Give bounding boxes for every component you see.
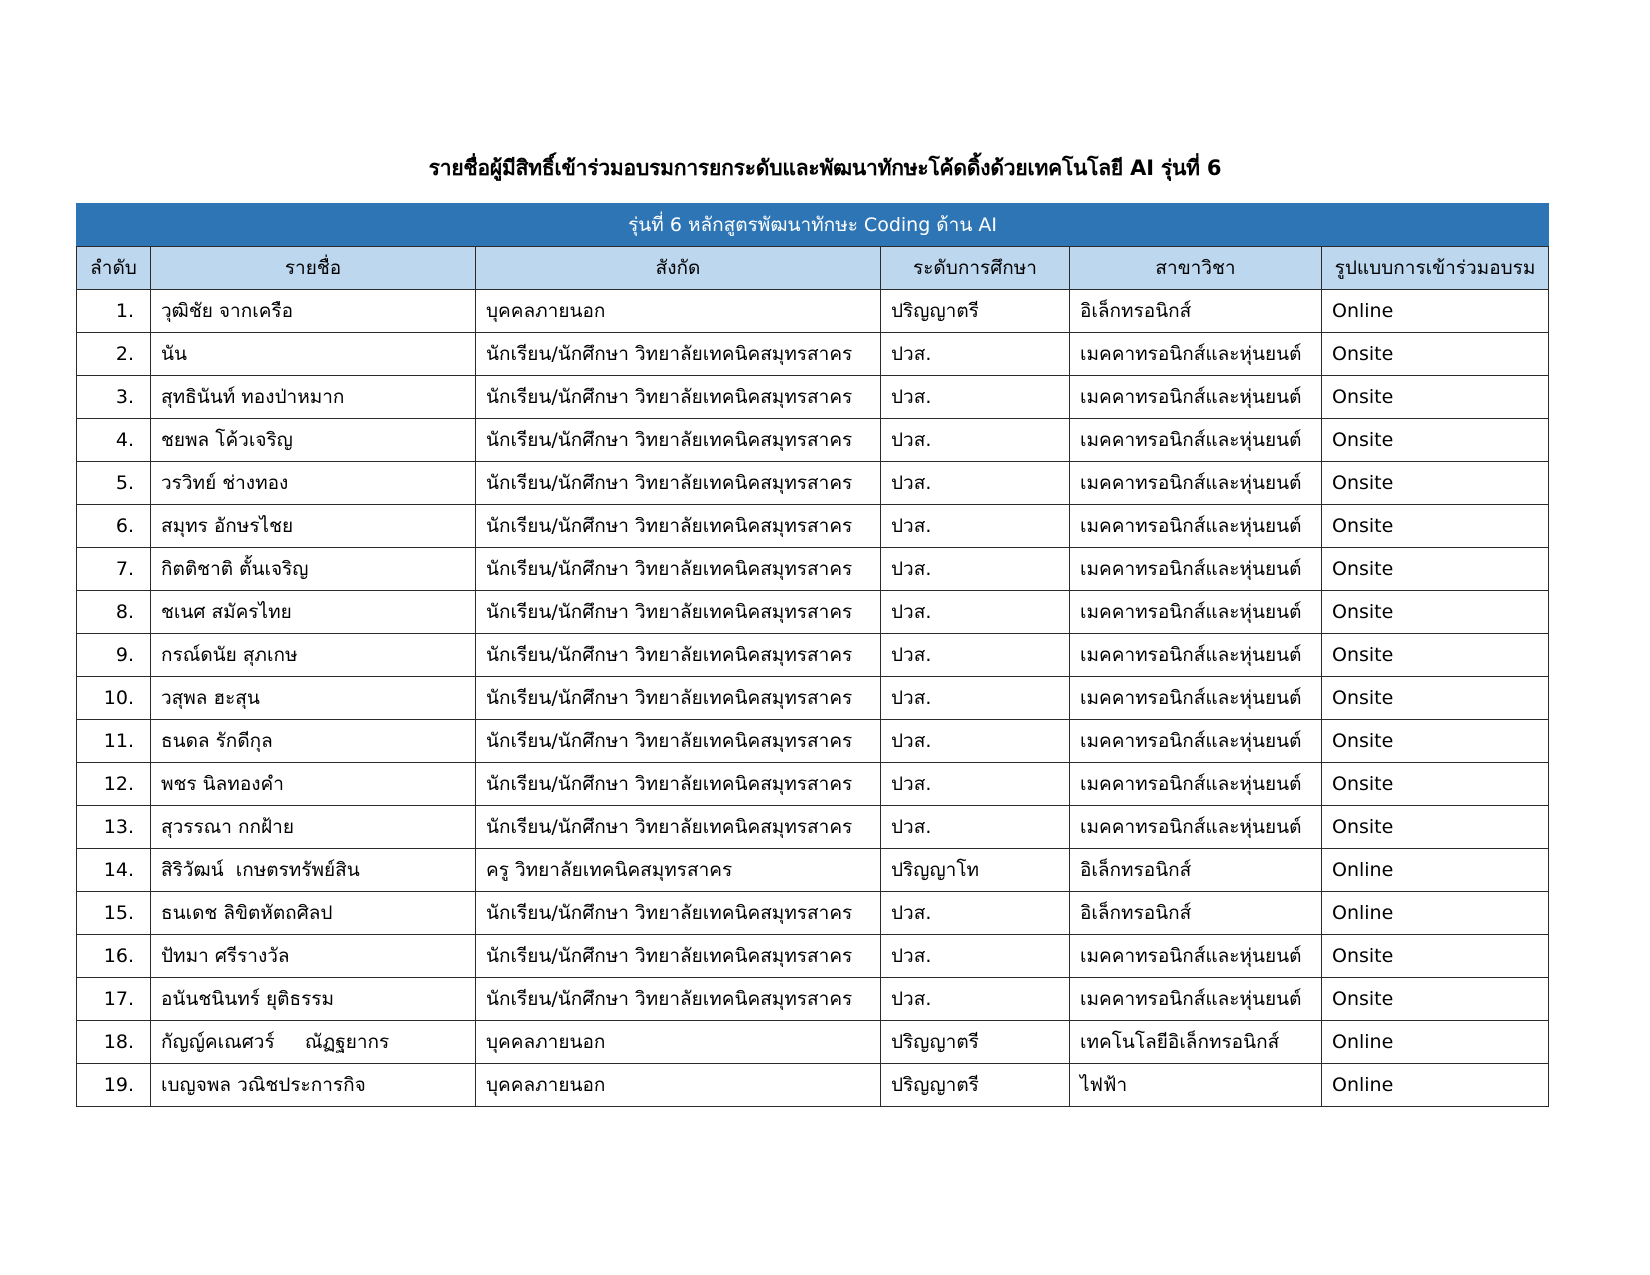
- cell-attendance-mode: Onsite: [1322, 419, 1549, 462]
- cell-name: กัญญ์คเณศวร์ ณัฏฐยากร: [151, 1021, 476, 1064]
- cell-major: อิเล็กทรอนิกส์: [1070, 290, 1322, 333]
- cell-name: นัน: [151, 333, 476, 376]
- cell-no: 16.: [77, 935, 151, 978]
- cell-name: สุทธินันท์ ทองป่าหมาก: [151, 376, 476, 419]
- cell-no: 13.: [77, 806, 151, 849]
- cell-major: เมคคาทรอนิกส์และหุ่นยนต์: [1070, 806, 1322, 849]
- cell-education-level: ปวส.: [881, 591, 1070, 634]
- cell-attendance-mode: Online: [1322, 892, 1549, 935]
- cell-name: สมุทร อักษรไชย: [151, 505, 476, 548]
- cell-no: 12.: [77, 763, 151, 806]
- cell-education-level: ปวส.: [881, 376, 1070, 419]
- cell-major: เมคคาทรอนิกส์และหุ่นยนต์: [1070, 677, 1322, 720]
- cell-affiliation: นักเรียน/นักศึกษา วิทยาลัยเทคนิคสมุทรสาคร: [476, 333, 881, 376]
- cell-affiliation: นักเรียน/นักศึกษา วิทยาลัยเทคนิคสมุทรสาคร: [476, 720, 881, 763]
- cell-name: วสุพล ฮะสุน: [151, 677, 476, 720]
- cell-attendance-mode: Onsite: [1322, 548, 1549, 591]
- cell-major: อิเล็กทรอนิกส์: [1070, 892, 1322, 935]
- cell-no: 10.: [77, 677, 151, 720]
- cell-affiliation: นักเรียน/นักศึกษา วิทยาลัยเทคนิคสมุทรสาคร: [476, 376, 881, 419]
- header-attendance-mode: รูปแบบการเข้าร่วมอบรม: [1322, 247, 1549, 290]
- cell-attendance-mode: Onsite: [1322, 591, 1549, 634]
- cell-name: วุฒิชัย จากเครือ: [151, 290, 476, 333]
- cell-major: เมคคาทรอนิกส์และหุ่นยนต์: [1070, 591, 1322, 634]
- page-title: รายชื่อผู้มีสิทธิ์เข้าร่วมอบรมการยกระดับและพัฒนาทักษะโค้ดดิ้งด้วยเทคโนโลยี AI รุ่นที่ 6: [428, 156, 1222, 180]
- cell-education-level: ปวส.: [881, 720, 1070, 763]
- cell-major: เมคคาทรอนิกส์และหุ่นยนต์: [1070, 419, 1322, 462]
- cell-affiliation: นักเรียน/นักศึกษา วิทยาลัยเทคนิคสมุทรสาคร: [476, 462, 881, 505]
- cell-no: 19.: [77, 1064, 151, 1107]
- cell-education-level: ปวส.: [881, 505, 1070, 548]
- participant-table: [76, 203, 1549, 1107]
- cell-name: ธนดล รักดีกุล: [151, 720, 476, 763]
- table-row: [77, 1064, 1549, 1107]
- table-banner-row: [77, 204, 1549, 247]
- cell-attendance-mode: Onsite: [1322, 935, 1549, 978]
- cell-affiliation: นักเรียน/นักศึกษา วิทยาลัยเทคนิคสมุทรสาคร: [476, 806, 881, 849]
- cell-education-level: ปวส.: [881, 634, 1070, 677]
- cell-name: ชยพล โค้วเจริญ: [151, 419, 476, 462]
- table-row: [77, 634, 1549, 677]
- cell-no: 15.: [77, 892, 151, 935]
- cell-education-level: ปริญญาตรี: [881, 290, 1070, 333]
- cell-affiliation: นักเรียน/นักศึกษา วิทยาลัยเทคนิคสมุทรสาคร: [476, 591, 881, 634]
- cell-name: อนันชนินทร์ ยุติธรรม: [151, 978, 476, 1021]
- cell-no: 5.: [77, 462, 151, 505]
- header-education-level: ระดับการศึกษา: [881, 247, 1070, 290]
- cell-affiliation: นักเรียน/นักศึกษา วิทยาลัยเทคนิคสมุทรสาคร: [476, 505, 881, 548]
- cell-education-level: ปวส.: [881, 935, 1070, 978]
- cell-name: เบญจพล วณิชประการกิจ: [151, 1064, 476, 1107]
- header-major: สาขาวิชา: [1070, 247, 1322, 290]
- cell-education-level: ปวส.: [881, 806, 1070, 849]
- cell-attendance-mode: Onsite: [1322, 720, 1549, 763]
- cell-name: ธนเดช ลิขิตหัตถศิลป: [151, 892, 476, 935]
- cell-major: เมคคาทรอนิกส์และหุ่นยนต์: [1070, 935, 1322, 978]
- cell-attendance-mode: Onsite: [1322, 505, 1549, 548]
- cell-name: วรวิทย์ ช่างทอง: [151, 462, 476, 505]
- table-banner: รุ่นที่ 6 หลักสูตรพัฒนาทักษะ Coding ด้าน AI: [77, 204, 1549, 247]
- cell-major: เมคคาทรอนิกส์และหุ่นยนต์: [1070, 505, 1322, 548]
- cell-major: เทคโนโลยีอิเล็กทรอนิกส์: [1070, 1021, 1322, 1064]
- cell-attendance-mode: Onsite: [1322, 806, 1549, 849]
- cell-affiliation: นักเรียน/นักศึกษา วิทยาลัยเทคนิคสมุทรสาคร: [476, 634, 881, 677]
- cell-attendance-mode: Onsite: [1322, 763, 1549, 806]
- table-row: [77, 849, 1549, 892]
- cell-no: 18.: [77, 1021, 151, 1064]
- cell-major: ไฟฟ้า: [1070, 1064, 1322, 1107]
- cell-name: สุวรรณา กกฝ้าย: [151, 806, 476, 849]
- cell-no: 9.: [77, 634, 151, 677]
- table-row: [77, 290, 1549, 333]
- header-no: ลำดับ: [77, 247, 151, 290]
- cell-education-level: ปวส.: [881, 763, 1070, 806]
- cell-education-level: ปวส.: [881, 462, 1070, 505]
- table-row: [77, 978, 1549, 1021]
- cell-education-level: ปวส.: [881, 892, 1070, 935]
- header-affiliation: สังกัด: [476, 247, 881, 290]
- cell-major: เมคคาทรอนิกส์และหุ่นยนต์: [1070, 548, 1322, 591]
- cell-affiliation: นักเรียน/นักศึกษา วิทยาลัยเทคนิคสมุทรสาคร: [476, 892, 881, 935]
- cell-name: ปัทมา ศรีรางวัล: [151, 935, 476, 978]
- cell-affiliation: นักเรียน/นักศึกษา วิทยาลัยเทคนิคสมุทรสาคร: [476, 763, 881, 806]
- cell-affiliation: นักเรียน/นักศึกษา วิทยาลัยเทคนิคสมุทรสาคร: [476, 419, 881, 462]
- cell-name: พชร นิลทองคำ: [151, 763, 476, 806]
- cell-affiliation: ครู วิทยาลัยเทคนิคสมุทรสาคร: [476, 849, 881, 892]
- cell-no: 7.: [77, 548, 151, 591]
- table-row: [77, 333, 1549, 376]
- cell-affiliation: บุคคลภายนอก: [476, 1064, 881, 1107]
- table-row: [77, 677, 1549, 720]
- cell-no: 4.: [77, 419, 151, 462]
- cell-affiliation: บุคคลภายนอก: [476, 290, 881, 333]
- cell-education-level: ปวส.: [881, 419, 1070, 462]
- cell-major: เมคคาทรอนิกส์และหุ่นยนต์: [1070, 634, 1322, 677]
- cell-education-level: ปวส.: [881, 978, 1070, 1021]
- cell-education-level: ปวส.: [881, 333, 1070, 376]
- table-row: [77, 376, 1549, 419]
- cell-education-level: ปริญญาโท: [881, 849, 1070, 892]
- cell-major: เมคคาทรอนิกส์และหุ่นยนต์: [1070, 763, 1322, 806]
- cell-major: เมคคาทรอนิกส์และหุ่นยนต์: [1070, 376, 1322, 419]
- cell-affiliation: บุคคลภายนอก: [476, 1021, 881, 1064]
- cell-attendance-mode: Onsite: [1322, 677, 1549, 720]
- cell-education-level: ปริญญาตรี: [881, 1064, 1070, 1107]
- header-name: รายชื่อ: [151, 247, 476, 290]
- cell-name: ชเนศ สมัครไทย: [151, 591, 476, 634]
- cell-attendance-mode: Online: [1322, 849, 1549, 892]
- table-row: [77, 935, 1549, 978]
- cell-major: เมคคาทรอนิกส์และหุ่นยนต์: [1070, 333, 1322, 376]
- cell-affiliation: นักเรียน/นักศึกษา วิทยาลัยเทคนิคสมุทรสาคร: [476, 677, 881, 720]
- cell-attendance-mode: Onsite: [1322, 634, 1549, 677]
- table-row: [77, 806, 1549, 849]
- cell-name: กิตติชาติ ตั้นเจริญ: [151, 548, 476, 591]
- cell-no: 17.: [77, 978, 151, 1021]
- cell-major: อิเล็กทรอนิกส์: [1070, 849, 1322, 892]
- cell-education-level: ปวส.: [881, 548, 1070, 591]
- cell-name: สิริวัฒน์ เกษตรทรัพย์สิน: [151, 849, 476, 892]
- cell-major: เมคคาทรอนิกส์และหุ่นยนต์: [1070, 978, 1322, 1021]
- table-row: [77, 892, 1549, 935]
- cell-attendance-mode: Onsite: [1322, 333, 1549, 376]
- table-row: [77, 462, 1549, 505]
- table-body: [77, 290, 1549, 1107]
- table-row: [77, 720, 1549, 763]
- table-row: [77, 591, 1549, 634]
- cell-attendance-mode: Onsite: [1322, 376, 1549, 419]
- cell-attendance-mode: Online: [1322, 1064, 1549, 1107]
- table-row: [77, 419, 1549, 462]
- cell-no: 1.: [77, 290, 151, 333]
- table-row: [77, 763, 1549, 806]
- cell-affiliation: นักเรียน/นักศึกษา วิทยาลัยเทคนิคสมุทรสาคร: [476, 548, 881, 591]
- cell-affiliation: นักเรียน/นักศึกษา วิทยาลัยเทคนิคสมุทรสาคร: [476, 978, 881, 1021]
- cell-attendance-mode: Online: [1322, 290, 1549, 333]
- cell-no: 8.: [77, 591, 151, 634]
- table-row: [77, 1021, 1549, 1064]
- cell-no: 6.: [77, 505, 151, 548]
- cell-no: 3.: [77, 376, 151, 419]
- cell-attendance-mode: Onsite: [1322, 978, 1549, 1021]
- cell-attendance-mode: Onsite: [1322, 462, 1549, 505]
- cell-education-level: ปวส.: [881, 677, 1070, 720]
- cell-name: กรณ์ดนัย สุภเกษ: [151, 634, 476, 677]
- cell-major: เมคคาทรอนิกส์และหุ่นยนต์: [1070, 462, 1322, 505]
- table-header-row: [77, 247, 1549, 290]
- cell-no: 2.: [77, 333, 151, 376]
- cell-major: เมคคาทรอนิกส์และหุ่นยนต์: [1070, 720, 1322, 763]
- cell-attendance-mode: Online: [1322, 1021, 1549, 1064]
- cell-affiliation: นักเรียน/นักศึกษา วิทยาลัยเทคนิคสมุทรสาคร: [476, 935, 881, 978]
- cell-education-level: ปริญญาตรี: [881, 1021, 1070, 1064]
- table-row: [77, 548, 1549, 591]
- cell-no: 14.: [77, 849, 151, 892]
- cell-no: 11.: [77, 720, 151, 763]
- table-row: [77, 505, 1549, 548]
